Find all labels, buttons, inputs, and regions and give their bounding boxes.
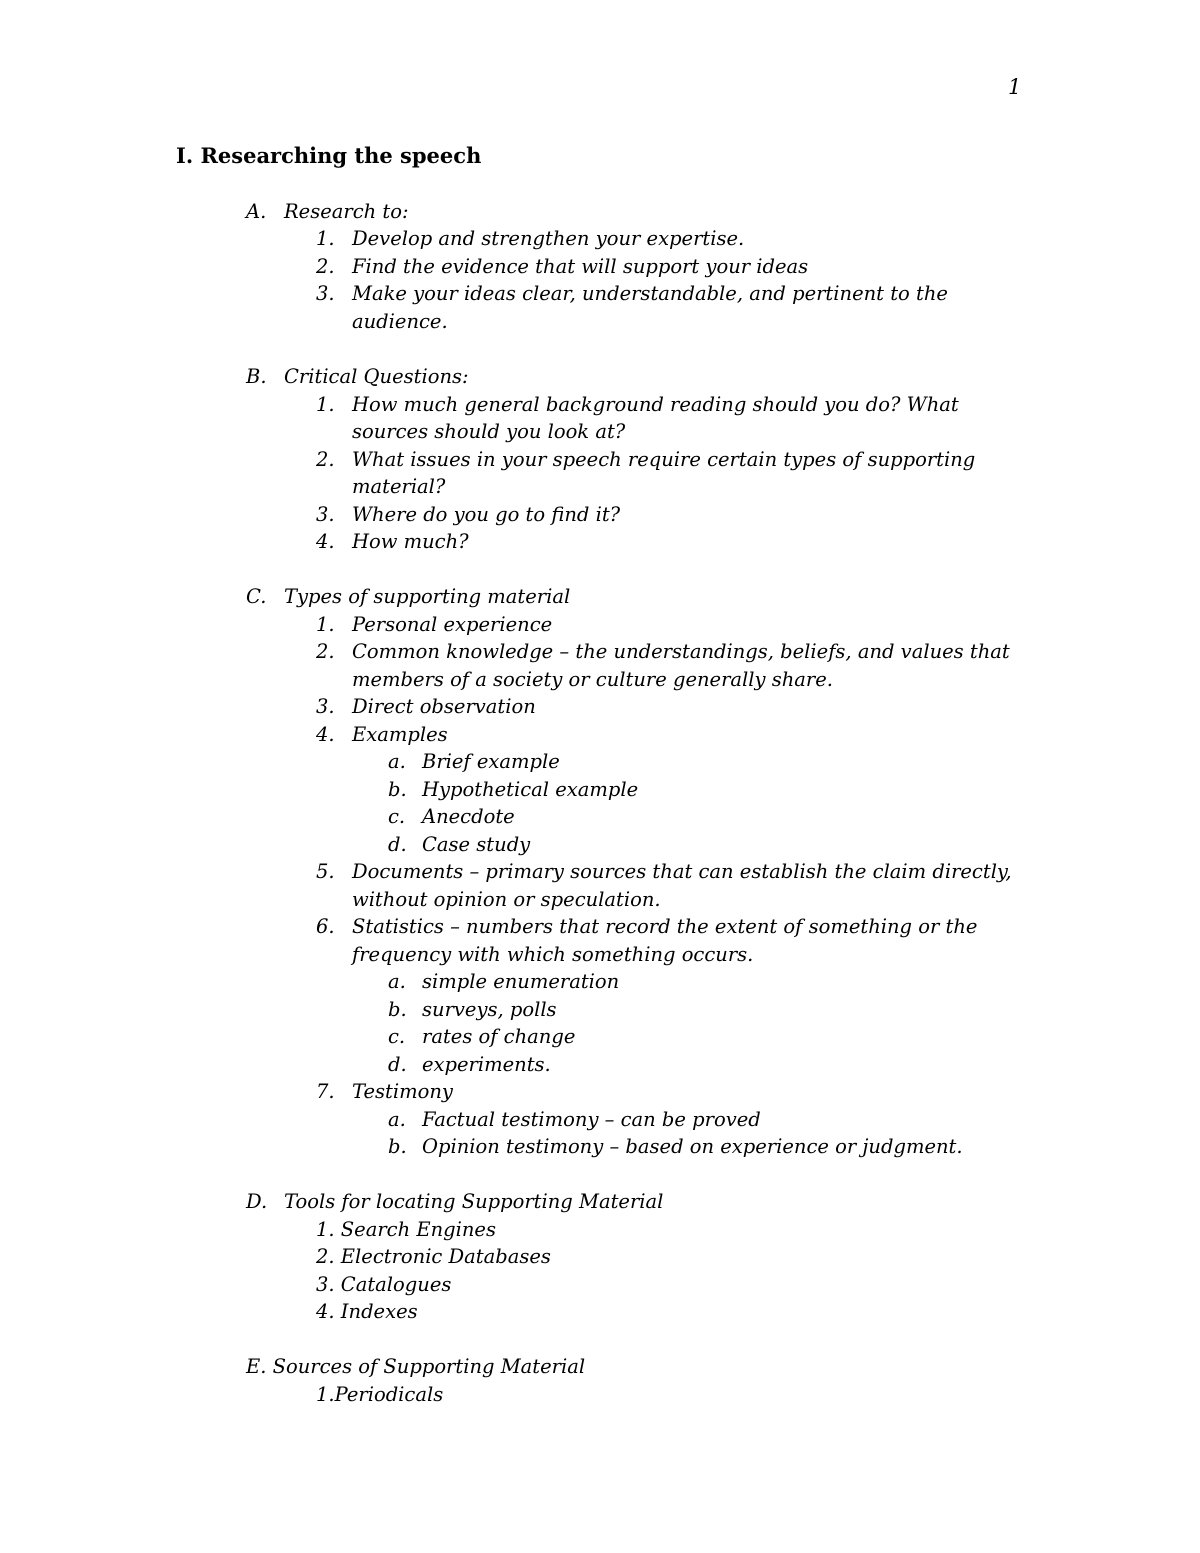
sub-item-marker: d.: [388, 833, 407, 856]
section-e: [246, 1353, 585, 1381]
list-item: [316, 1271, 451, 1299]
sub-item-text: Anecdote: [422, 805, 515, 828]
item-text: Testimony: [352, 1080, 453, 1103]
sub-item-marker: d.: [388, 1053, 407, 1076]
item-text: 1.Periodicals: [316, 1383, 444, 1406]
item-text: Develop and strengthen your expertise.: [352, 227, 745, 250]
section-title: Types of supporting material: [284, 585, 571, 608]
item-text: audience.: [352, 310, 448, 333]
section-marker: D.: [246, 1190, 268, 1213]
item-text: sources should you look at?: [352, 420, 626, 443]
sub-item-marker: c.: [388, 1025, 406, 1048]
sub-item-text: Brief example: [422, 750, 560, 773]
item-text: Common knowledge – the understandings, beliefs, and values that: [352, 640, 1010, 663]
item-text: What issues in your speech require certain types of supporting: [352, 448, 976, 471]
item-text: frequency with which something occurs.: [352, 943, 754, 966]
sub-item-text: Opinion testimony – based on experience or judgment.: [422, 1135, 963, 1158]
item-text: 2. Electronic Databases: [316, 1245, 551, 1268]
item-marker: 3.: [316, 282, 335, 305]
section-marker: B.: [246, 365, 267, 388]
section-title: Critical Questions:: [284, 365, 469, 388]
item-marker: 2.: [316, 255, 335, 278]
list-item: [316, 1216, 496, 1244]
sub-item-text: experiments.: [422, 1053, 551, 1076]
sub-item-marker: b.: [388, 1135, 407, 1158]
sub-item-text: Case study: [422, 833, 531, 856]
item-text: 1. Search Engines: [316, 1218, 496, 1241]
item-text: How much general background reading should you do? What: [352, 393, 959, 416]
item-text: 4. Indexes: [316, 1300, 418, 1323]
item-text: Direct observation: [352, 695, 536, 718]
item-text: Statistics – numbers that record the extent of something or the: [352, 915, 978, 938]
sub-item-marker: b.: [388, 998, 407, 1021]
sub-item-marker: b.: [388, 778, 407, 801]
page-title: I. Researching the speech: [176, 143, 482, 168]
item-text: Examples: [352, 723, 448, 746]
item-text: material?: [352, 475, 446, 498]
section-title: E. Sources of Supporting Material: [246, 1355, 586, 1378]
section-marker: A.: [246, 200, 267, 223]
page-number: 1: [1008, 75, 1022, 99]
item-marker: 2.: [316, 640, 335, 663]
sub-item-marker: a.: [388, 1108, 406, 1131]
item-text: Documents – primary sources that can establish the claim directly,: [352, 860, 1012, 883]
sub-item-text: Hypothetical example: [422, 778, 639, 801]
item-text: Find the evidence that will support your ideas: [352, 255, 809, 278]
section-title: Research to:: [284, 200, 409, 223]
item-marker: 7.: [316, 1080, 335, 1103]
list-item: [316, 1298, 418, 1326]
item-text: without opinion or speculation.: [352, 888, 661, 911]
item-marker: 1.: [316, 613, 335, 636]
item-text: Where do you go to find it?: [352, 503, 621, 526]
sub-item-marker: c.: [388, 805, 406, 828]
sub-item-text: rates of change: [422, 1025, 576, 1048]
item-text: Personal experience: [352, 613, 553, 636]
item-marker: 1.: [316, 227, 335, 250]
item-marker: 4.: [316, 530, 335, 553]
sub-item-marker: a.: [388, 970, 406, 993]
item-text: members of a society or culture generally share.: [352, 668, 833, 691]
section-title: Tools for locating Supporting Material: [284, 1190, 664, 1213]
item-text: Make your ideas clear, understandable, and pertinent to the: [352, 282, 948, 305]
item-marker: 4.: [316, 723, 335, 746]
list-item: [316, 1381, 443, 1409]
list-item: [316, 1243, 551, 1271]
sub-item-text: Factual testimony – can be proved: [422, 1108, 761, 1131]
item-text: How much?: [352, 530, 469, 553]
sub-item-text: surveys, polls: [422, 998, 557, 1021]
sub-item-marker: a.: [388, 750, 406, 773]
item-marker: 5.: [316, 860, 335, 883]
item-marker: 3.: [316, 695, 335, 718]
item-text: 3. Catalogues: [316, 1273, 452, 1296]
section-marker: C.: [246, 585, 267, 608]
item-marker: 2.: [316, 448, 335, 471]
item-marker: 6.: [316, 915, 335, 938]
sub-item-text: simple enumeration: [422, 970, 620, 993]
item-marker: 1.: [316, 393, 335, 416]
item-marker: 3.: [316, 503, 335, 526]
